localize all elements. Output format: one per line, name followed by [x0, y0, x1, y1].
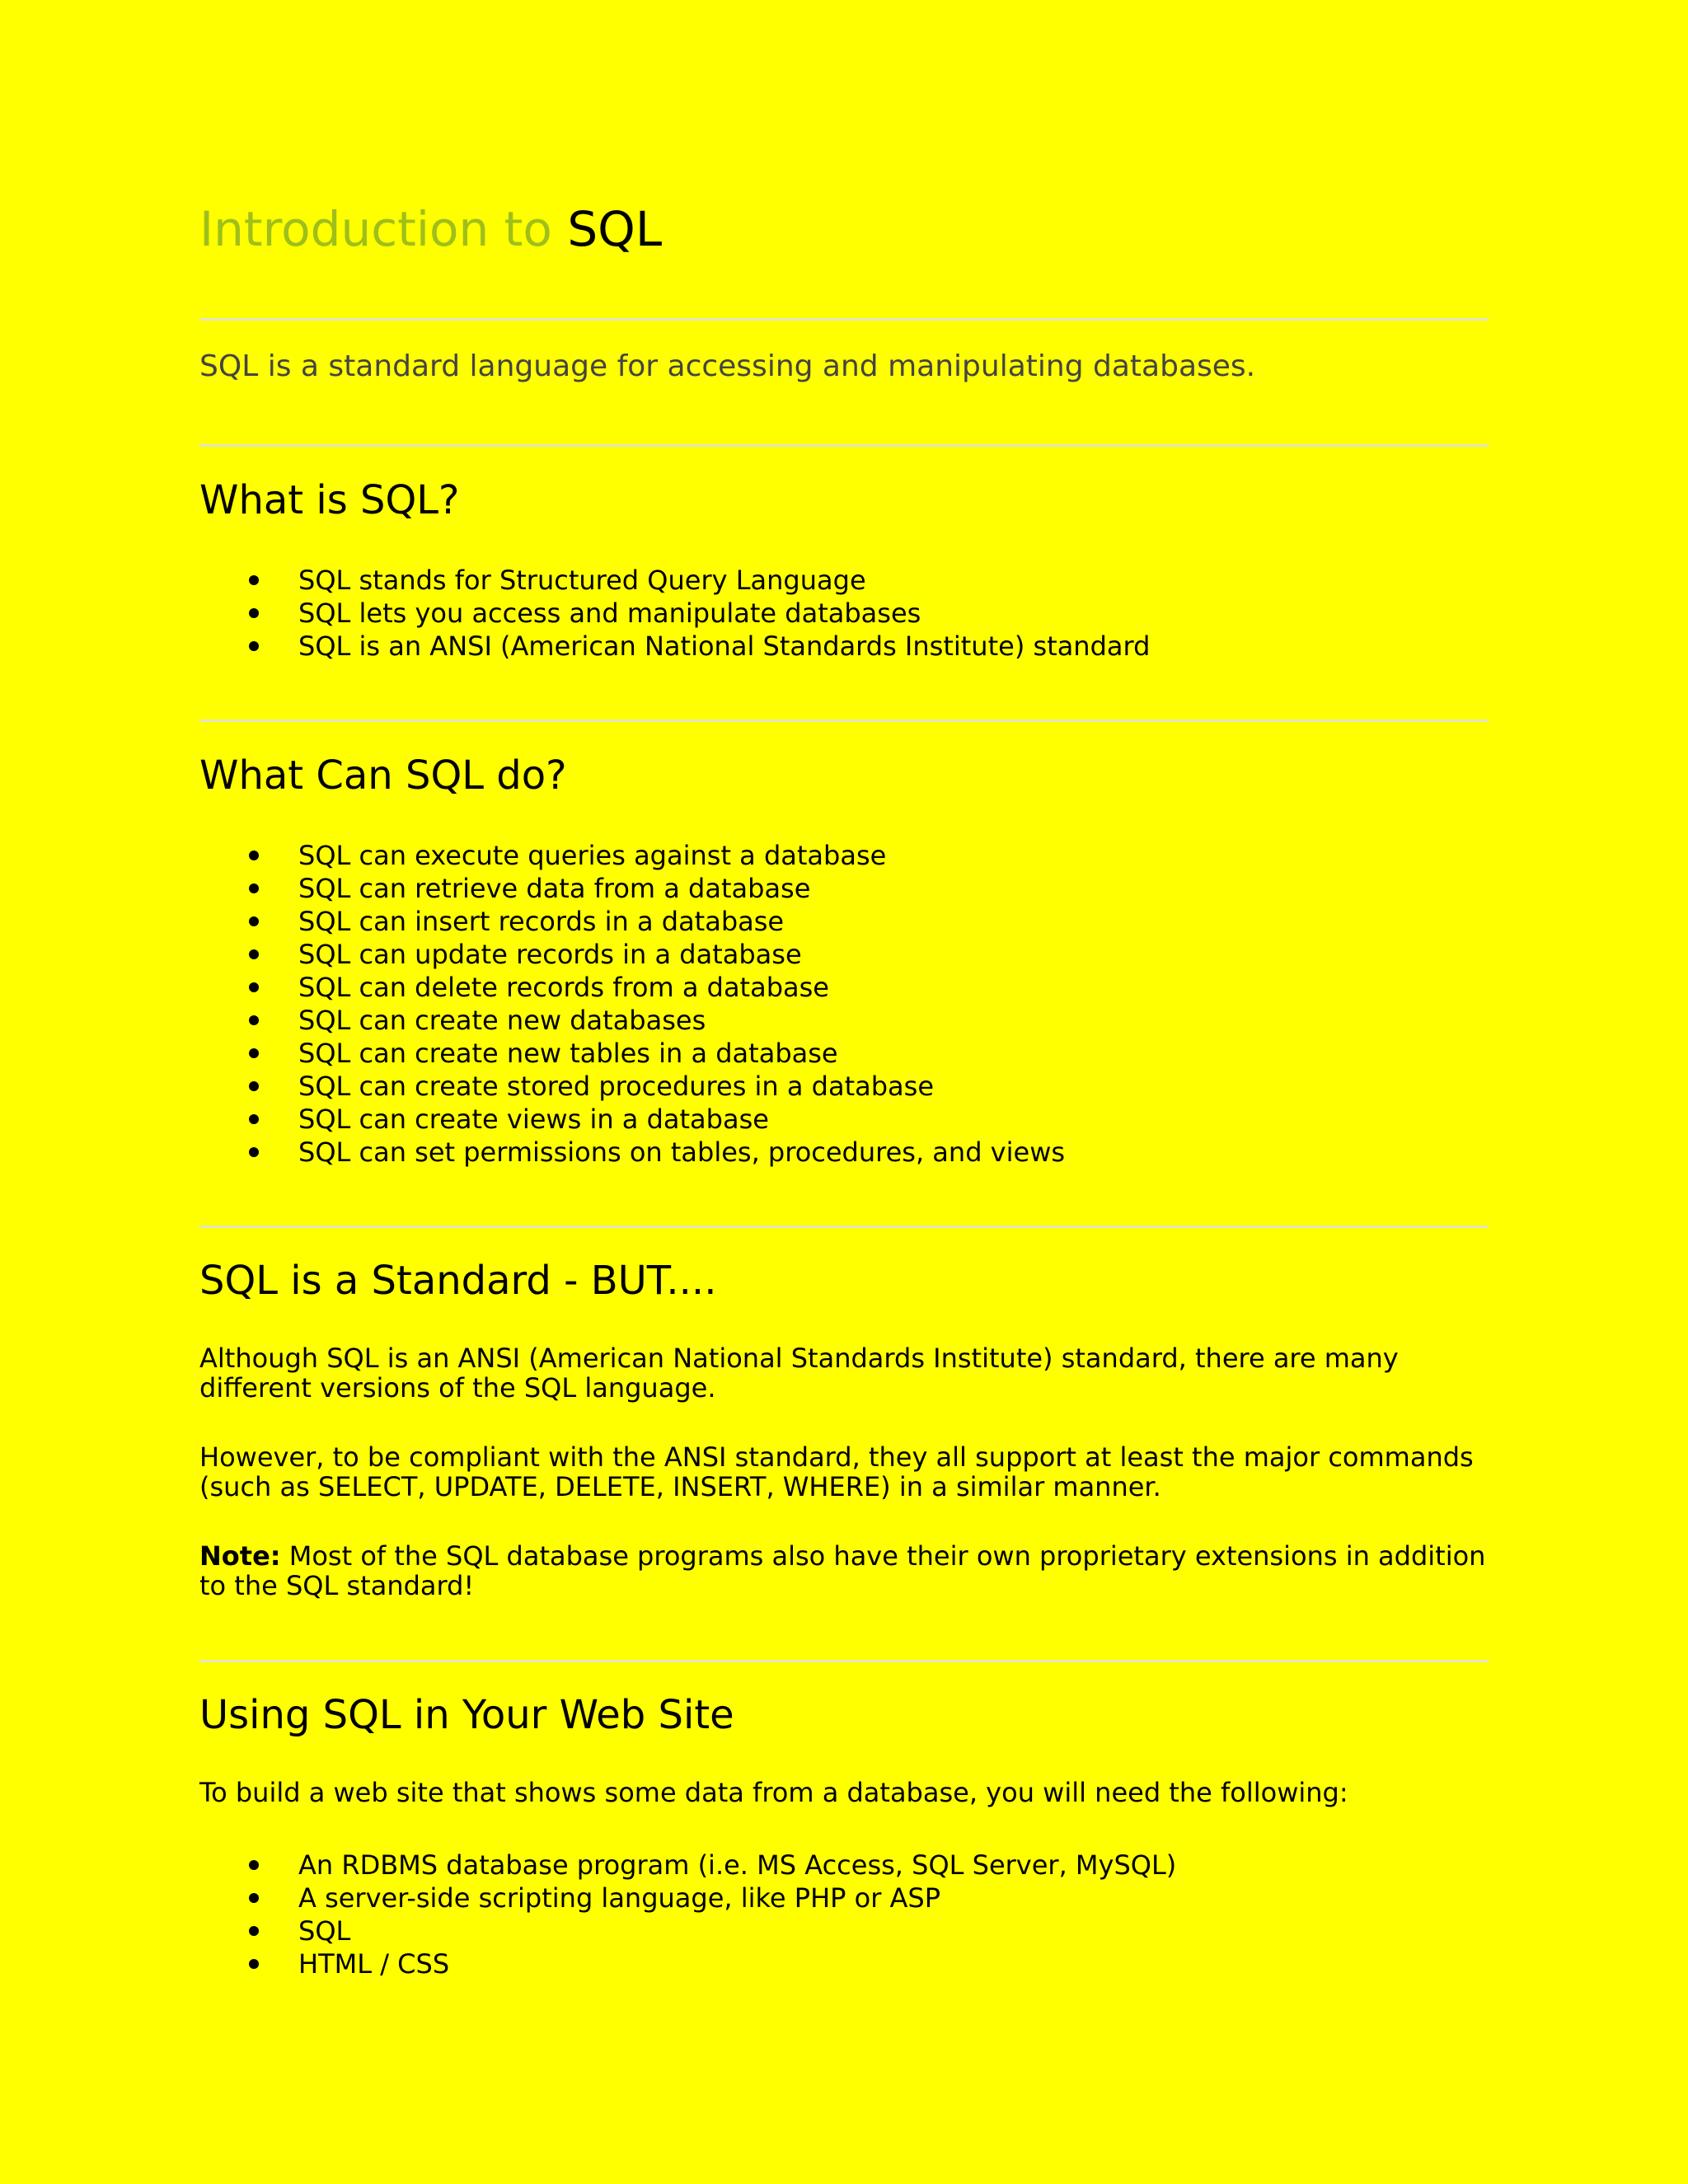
list-item — [199, 597, 1150, 630]
list-item-text: SQL can insert records in a database — [298, 906, 785, 937]
title-main: SQL — [567, 201, 663, 257]
bullet-icon — [249, 641, 259, 651]
title-prefix: Introduction to — [199, 201, 552, 257]
standard-paragraph-2: However, to be compliant with the ANSI standard, they all support at least the major commands (such as SELECT, UPDATE, DELETE, INSERT, WHERE) in a similar manner. — [199, 1441, 1474, 1502]
list-item — [199, 905, 1065, 938]
list-item — [199, 1947, 1176, 1980]
bullet-icon — [249, 575, 259, 585]
heading-using-sql-web-site: Using SQL in Your Web Site — [199, 1692, 734, 1738]
list-item-text: SQL stands for Structured Query Language — [298, 565, 866, 596]
list-item — [199, 1103, 1065, 1136]
list-item — [199, 630, 1150, 663]
list-item-text: SQL lets you access and manipulate databases — [298, 598, 921, 629]
list-item — [199, 1849, 1176, 1882]
lead-text: SQL is a standard language for accessing and manipulating databases. — [199, 349, 1256, 383]
list-item-text: SQL can set permissions on tables, procedures, and views — [298, 1137, 1066, 1168]
what-is-sql-list — [199, 564, 1150, 663]
list-item-text: SQL can create new tables in a database — [298, 1038, 838, 1069]
bullet-icon — [249, 851, 259, 860]
list-item-text: SQL can create new databases — [298, 1005, 706, 1036]
list-item — [199, 938, 1065, 971]
heading-sql-standard: SQL is a Standard - BUT.... — [199, 1258, 717, 1304]
bullet-icon — [249, 1114, 259, 1124]
bullet-icon — [249, 883, 259, 893]
website-requirements-list — [199, 1849, 1176, 1980]
page-title — [199, 198, 662, 260]
list-item-text: SQL can delete records from a database — [298, 972, 829, 1003]
heading-what-is-sql: What is SQL? — [199, 477, 460, 523]
what-can-sql-do-list — [199, 839, 1065, 1169]
list-item-text: SQL is an ANSI (American National Standards Institute) standard — [298, 630, 1151, 662]
list-item-text: A server-side scripting language, like PHP or ASP — [298, 1882, 941, 1914]
bullet-icon — [249, 916, 259, 926]
list-item-text: SQL can create stored procedures in a database — [298, 1071, 935, 1102]
list-item-text: HTML / CSS — [298, 1948, 450, 1980]
list-item-text: SQL — [298, 1915, 351, 1947]
bullet-icon — [249, 1081, 259, 1091]
list-item-text: SQL can update records in a database — [298, 939, 802, 970]
divider — [199, 719, 1489, 722]
bullet-icon — [249, 1926, 259, 1936]
list-item — [199, 1004, 1065, 1037]
bullet-icon — [249, 949, 259, 959]
list-item-text: SQL can retrieve data from a database — [298, 873, 811, 904]
list-item-text: SQL can execute queries against a database — [298, 840, 887, 871]
bullet-icon — [249, 608, 259, 618]
bullet-icon — [249, 982, 259, 992]
standard-paragraph-1: Although SQL is an ANSI (American National Standards Institute) standard, there are many different versions of the SQL language. — [199, 1343, 1399, 1404]
note-label: Note: — [199, 1540, 281, 1572]
list-item — [199, 872, 1065, 905]
list-item — [199, 1037, 1065, 1070]
bullet-icon — [249, 1860, 259, 1870]
list-item — [199, 1070, 1065, 1103]
bullet-icon — [249, 1893, 259, 1903]
list-item — [199, 1882, 1176, 1915]
list-item — [199, 971, 1065, 1004]
list-item — [199, 1136, 1065, 1169]
note-text: Most of the SQL database programs also have their own proprietary extensions in addition to the SQL standard! — [199, 1540, 1486, 1601]
heading-what-can-sql-do: What Can SQL do? — [199, 752, 567, 799]
website-intro: To build a web site that shows some data from a database, you will need the following: — [199, 1777, 1348, 1808]
list-item-text: SQL can create views in a database — [298, 1104, 769, 1135]
divider — [199, 444, 1489, 447]
divider — [199, 1226, 1489, 1228]
bullet-icon — [249, 1048, 259, 1058]
divider — [199, 1660, 1489, 1662]
divider — [199, 318, 1489, 321]
list-item-text: An RDBMS database program (i.e. MS Access, SQL Server, MySQL) — [298, 1849, 1177, 1881]
list-item — [199, 839, 1065, 872]
standard-note — [199, 1541, 1489, 1601]
list-item — [199, 564, 1150, 597]
bullet-icon — [249, 1015, 259, 1025]
bullet-icon — [249, 1959, 259, 1969]
list-item — [199, 1915, 1176, 1947]
bullet-icon — [249, 1147, 259, 1157]
